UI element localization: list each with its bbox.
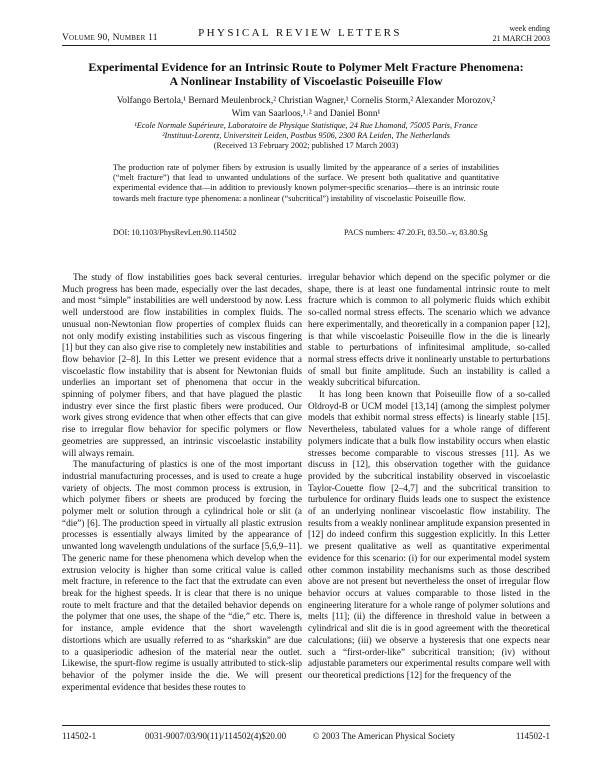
authors-line-1: Volfango Bertola,¹ Bernard Meulenbrock,² Christian Wagner,¹ Cornelis Storm,² Alexander Morozov,² <box>116 96 496 106</box>
paragraph: irregular behavior which depend on the specific polymer or die shape, there is at least one fundamental intrinsic route to melt fracture which is common to all polymeric fluids which exhibit so-called normal stress effects. The scenario which we advance here experimentally, and theoretically in a companion paper [12], is that while viscoelastic Poiseuille flow in the die is linearly stable to perturbations of infinitesimal amplitude, so-called normal stress effects drive it nonlinearly unstable to perturbations of small but finite amplitude. Such an instability is called a weakly subcritical bifurcation. <box>308 272 550 388</box>
abstract: The production rate of polymer fibers by extrusion is usually limited by the appearance of a series of instabilities (“melt fracture”) that lead to unwanted undulations of the surface. We present both qualitative and quantitative experimental evidence that—in addition to previously known polymer-specific scenarios—there is an intrinsic route towards melt fracture type phenomena: a nonlinear (“subcritical”) instability of viscoelastic Poiseuille flow. <box>113 163 499 203</box>
paragraph: It has long been known that Poiseuille flow of a so-called Oldroyd-B or UCM model [13,14] (among the simplest polymer models that exhibit normal stress effects) is linearly stable [15]. Nevertheless, tabulated values for a whole range of different polymers indicate that a bulk flow instability occurs when elastic stresses become comparable to viscous stresses [11]. As we discuss in [12], this observation together with the guidance provided by the subcritical instability observed in viscoelastic Taylor-Couette flow [2–4,7] and the subcritical transition to turbulence for ordinary fluids leads one to suspect the existence of an underlying nonlinear viscoelastic flow instability. The results from a weakly nonlinear amplitude expansion presented in [12] do indeed confirm this suggestion explicitly. In this Letter we present qualitative as well as quantitative experimental evidence for this scenario: (i) for our experimental model system other common instability mechanisms such as those described above are not present but nevertheless the onset of irregular flow behavior occurs at values comparable to those listed in the engineering literature for a whole range of polymer solutions and melts [11]; (ii) the difference in threshold value in between a cylindrical and slit die is in good agreement with the theoretical calculations; (iii) we observe a hysteresis that one expects near such a “first-order-like” subcritical transition; (iv) without adjustable parameters our experimental results compare well with our theoretical predictions [12] for the frequency of the <box>308 389 550 680</box>
page-number-right: 114502-1 <box>515 731 550 741</box>
authors-line-2: Wim van Saarloos,¹˒² and Daniel Bonn¹ <box>231 108 381 119</box>
footer-center <box>0 731 600 741</box>
affiliation-2: ²Instituut-Lorentz, Universiteit Leiden, Postbus 9506, 2300 RA Leiden, The Netherlands <box>162 131 450 140</box>
journal-volume: Volume 90, Number 11 <box>62 33 158 43</box>
affiliations <box>62 121 550 151</box>
issue-date-value: 21 MARCH 2003 <box>492 33 550 43</box>
header-rule <box>62 45 550 46</box>
paragraph: The study of flow instabilities goes back several centuries. Much progress has been made, especially over the last decades, and most “simple” instabilities are well understood by now. Less well understood are flow instabilities in complex fluids. The unusual non-Newtonian flow properties of complex fluids can not only modify existing instabilities such as viscous fingering [1] but they can also give rise to completely new instabilities and flow behavior [2–8]. In this Letter we present evidence that a viscoelastic flow instability that is absent for Newtonian fluids underlies an important set of phenomena that occur in the spinning of polymer fibers, and that have plagued the plastic industry ever since the first plastic fibers were produced. Our work gives strong evidence that when other effects that can give rise to irregular flow behavior for specific polymers or flow geometries are suppressed, an intrinsic viscoelastic instability will always remain. <box>62 272 302 458</box>
issue-date <box>493 24 550 43</box>
received-dates: (Received 13 February 2002; published 17 March 2003) <box>213 141 399 150</box>
footer-rule <box>62 725 550 726</box>
page-number-left: 114502-1 <box>62 731 97 741</box>
journal-name: PHYSICAL REVIEW LETTERS <box>198 27 402 39</box>
copyright-notice: © 2003 The American Physical Society <box>312 731 455 741</box>
paragraph: The manufacturing of plastics is one of the most important industrial manufacturing processes, and is used to create a huge variety of objects. The most common process is extrusion, in which polymer fibers or sheets are produced by forcing the polymer melt or solution through a cylindrical hole or slit (a “die”) [6]. The production speed in virtually all plastic extrusion processes is essentially always limited by the appearance of unwanted long wavelength undulations of the surface [5,6,9–11]. The generic name for these phenomena which develop when the extrusion velocity is higher than some critical value is called melt fracture, in reference to the fact that the extrudate can even break for the highest speeds. It is clear that there is no unique route to melt fracture and that the detailed behavior depends on the polymer that one uses, the shape of the “die,” etc. There is, for instance, ample evidence that the short wavelength distortions which are usually referred to as “sharkskin” are due to a quasiperiodic adhesion of the material near the outlet. Likewise, the spurt-flow regime is usually attributed to stick-slip behavior of the polymer inside the die. We will present experimental evidence that besides these routes to <box>62 459 302 692</box>
doi-link[interactable]: DOI: 10.1103/PhysRevLett.90.114502 <box>113 228 237 237</box>
title-line-1: Experimental Evidence for an Intrinsic Route to Polymer Melt Fracture Phenomena: <box>88 60 524 74</box>
author-list <box>62 95 550 120</box>
right-column <box>308 272 550 682</box>
title-line-2: A Nonlinear Instability of Viscoelastic Poiseuille Flow <box>169 74 443 88</box>
pacs-numbers: PACS numbers: 47.20.Ft, 83.50.–v, 83.80.Sg <box>344 228 488 237</box>
affiliation-1: ¹Ecole Normale Supérieure, Laboratoire de Physique Statistique, 24 Rue Lhomond, 75005 Paris, France <box>134 121 478 130</box>
issn-code: 0031-9007/03/90(11)/114502(4)$20.00 <box>145 731 287 741</box>
week-ending-label: week ending <box>509 24 550 33</box>
left-column <box>62 272 302 693</box>
paper-title <box>62 60 550 88</box>
